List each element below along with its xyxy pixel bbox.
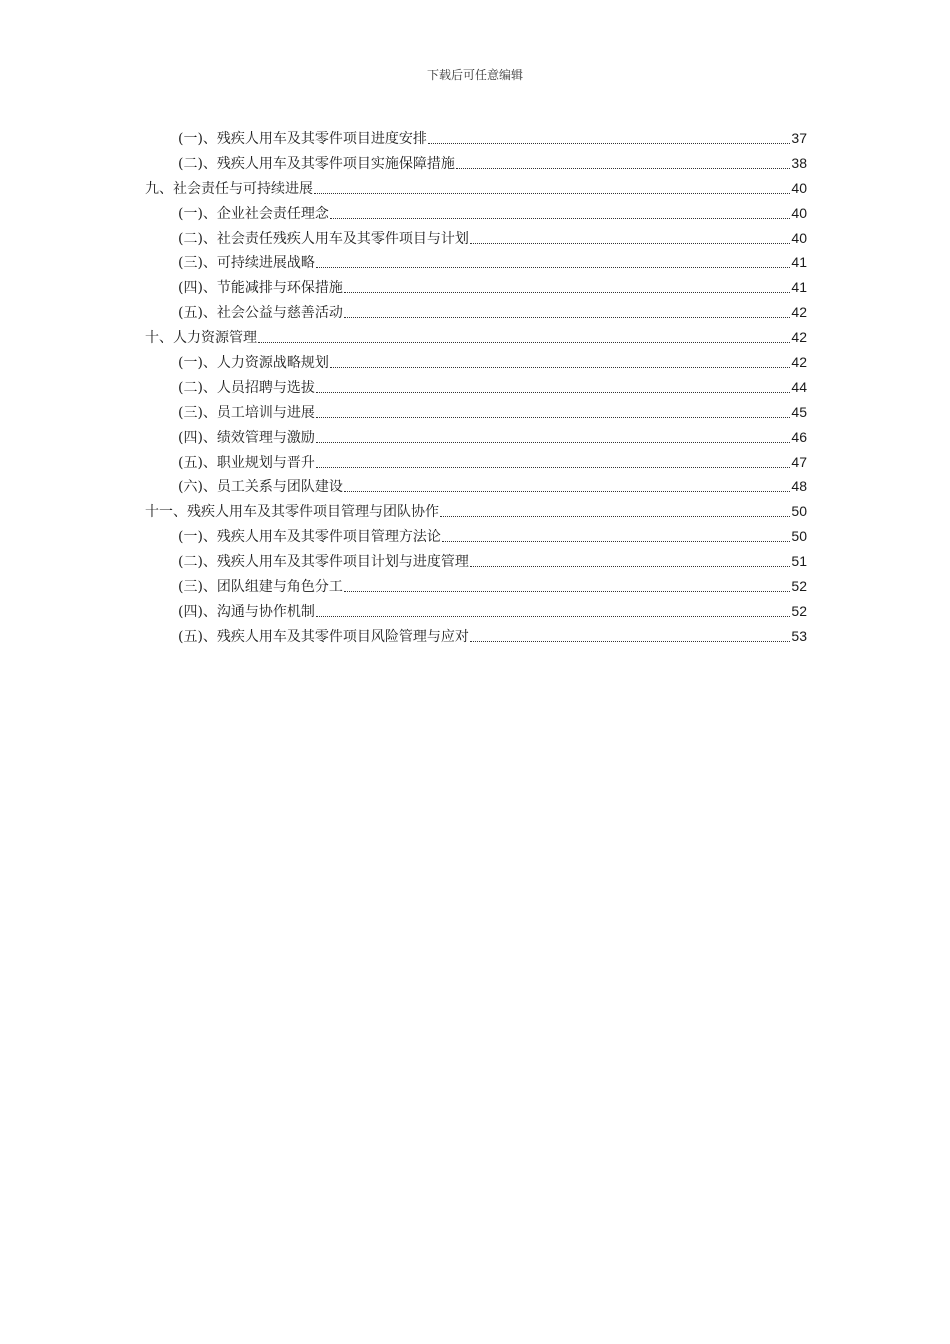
toc-entry-title: (二)、社会责任残疾人用车及其零件项目与计划 bbox=[178, 230, 469, 247]
toc-entry-page: 38 bbox=[791, 154, 807, 171]
toc-entry[interactable] bbox=[145, 549, 807, 574]
toc-dot-leader bbox=[428, 143, 790, 144]
toc-entry-page: 51 bbox=[791, 553, 807, 570]
toc-entry-title: (二)、残疾人用车及其零件项目实施保障措施 bbox=[178, 155, 455, 172]
toc-entry[interactable] bbox=[145, 325, 807, 350]
toc-dot-leader bbox=[330, 367, 790, 368]
toc-dot-leader bbox=[470, 641, 790, 642]
toc-entry-page: 48 bbox=[791, 478, 807, 495]
toc-entry-page: 42 bbox=[791, 329, 807, 346]
toc-dot-leader bbox=[344, 292, 790, 293]
toc-entry-title: (三)、团队组建与角色分工 bbox=[178, 579, 343, 596]
toc-entry-page: 44 bbox=[791, 378, 807, 395]
toc-entry[interactable] bbox=[145, 524, 807, 549]
toc-dot-leader bbox=[314, 193, 790, 194]
toc-entry-page: 47 bbox=[791, 453, 807, 470]
toc-entry-title: (五)、残疾人用车及其零件项目风险管理与应对 bbox=[178, 628, 469, 645]
toc-entry[interactable] bbox=[145, 499, 807, 524]
toc-entry-title: 九、社会责任与可持续进展 bbox=[145, 180, 313, 197]
table-of-contents bbox=[145, 126, 807, 649]
toc-dot-leader bbox=[316, 442, 790, 443]
toc-dot-leader bbox=[344, 317, 790, 318]
toc-entry[interactable] bbox=[145, 375, 807, 400]
toc-entry[interactable] bbox=[145, 250, 807, 275]
toc-entry-title: (五)、社会公益与慈善活动 bbox=[178, 305, 343, 322]
toc-entry-page: 53 bbox=[791, 627, 807, 644]
toc-entry-page: 46 bbox=[791, 428, 807, 445]
toc-entry[interactable] bbox=[145, 400, 807, 425]
toc-dot-leader bbox=[470, 566, 790, 567]
toc-entry[interactable] bbox=[145, 176, 807, 201]
toc-dot-leader bbox=[442, 541, 790, 542]
toc-entry-title: (四)、绩效管理与激励 bbox=[178, 429, 315, 446]
toc-entry[interactable] bbox=[145, 226, 807, 251]
toc-dot-leader bbox=[316, 392, 790, 393]
toc-dot-leader bbox=[344, 591, 790, 592]
toc-entry[interactable] bbox=[145, 275, 807, 300]
toc-dot-leader bbox=[344, 491, 790, 492]
toc-entry[interactable] bbox=[145, 126, 807, 151]
toc-entry-page: 50 bbox=[791, 528, 807, 545]
toc-entry-title: (三)、可持续进展战略 bbox=[178, 255, 315, 272]
toc-dot-leader bbox=[316, 467, 790, 468]
toc-entry-page: 40 bbox=[791, 229, 807, 246]
toc-dot-leader bbox=[316, 616, 790, 617]
toc-entry-title: 十、人力资源管理 bbox=[145, 330, 257, 347]
toc-dot-leader bbox=[316, 267, 790, 268]
toc-entry-title: (一)、人力资源战略规划 bbox=[178, 355, 329, 372]
toc-entry[interactable] bbox=[145, 624, 807, 649]
toc-entry[interactable] bbox=[145, 450, 807, 475]
toc-entry-page: 42 bbox=[791, 354, 807, 371]
toc-dot-leader bbox=[258, 342, 790, 343]
toc-entry[interactable] bbox=[145, 425, 807, 450]
toc-entry-page: 50 bbox=[791, 503, 807, 520]
toc-entry-title: (二)、人员招聘与选拔 bbox=[178, 379, 315, 396]
toc-entry[interactable] bbox=[145, 350, 807, 375]
toc-entry[interactable] bbox=[145, 201, 807, 226]
toc-entry-title: (一)、残疾人用车及其零件项目管理方法论 bbox=[178, 529, 441, 546]
toc-dot-leader bbox=[316, 417, 790, 418]
toc-entry-title: (五)、职业规划与晋升 bbox=[178, 454, 315, 471]
toc-entry-page: 40 bbox=[791, 204, 807, 221]
toc-entry[interactable] bbox=[145, 599, 807, 624]
toc-dot-leader bbox=[440, 516, 790, 517]
toc-entry-title: (三)、员工培训与进展 bbox=[178, 404, 315, 421]
toc-entry-page: 37 bbox=[791, 130, 807, 146]
toc-entry-title: (四)、节能减排与环保措施 bbox=[178, 280, 343, 297]
toc-entry-page: 41 bbox=[791, 279, 807, 296]
toc-entry-title: (二)、残疾人用车及其零件项目计划与进度管理 bbox=[178, 554, 469, 571]
toc-entry-title: (六)、员工关系与团队建设 bbox=[178, 479, 343, 496]
toc-entry-page: 45 bbox=[791, 403, 807, 420]
toc-dot-leader bbox=[330, 218, 790, 219]
toc-entry-page: 52 bbox=[791, 578, 807, 595]
toc-dot-leader bbox=[456, 168, 790, 169]
toc-entry-page: 42 bbox=[791, 304, 807, 321]
toc-entry-page: 52 bbox=[791, 602, 807, 619]
toc-entry[interactable] bbox=[145, 300, 807, 325]
toc-entry-title: (四)、沟通与协作机制 bbox=[178, 603, 315, 620]
toc-entry[interactable] bbox=[145, 151, 807, 176]
toc-entry-title: (一)、残疾人用车及其零件项目进度安排 bbox=[178, 131, 427, 147]
toc-entry-page: 40 bbox=[791, 179, 807, 196]
page-header: 下载后可任意编辑 bbox=[426, 68, 523, 82]
toc-entry-page: 41 bbox=[791, 254, 807, 271]
toc-entry-title: 十一、残疾人用车及其零件项目管理与团队协作 bbox=[145, 504, 439, 521]
toc-entry[interactable] bbox=[145, 574, 807, 599]
toc-entry[interactable] bbox=[145, 474, 807, 499]
toc-dot-leader bbox=[470, 243, 790, 244]
toc-entry-title: (一)、企业社会责任理念 bbox=[178, 205, 329, 222]
